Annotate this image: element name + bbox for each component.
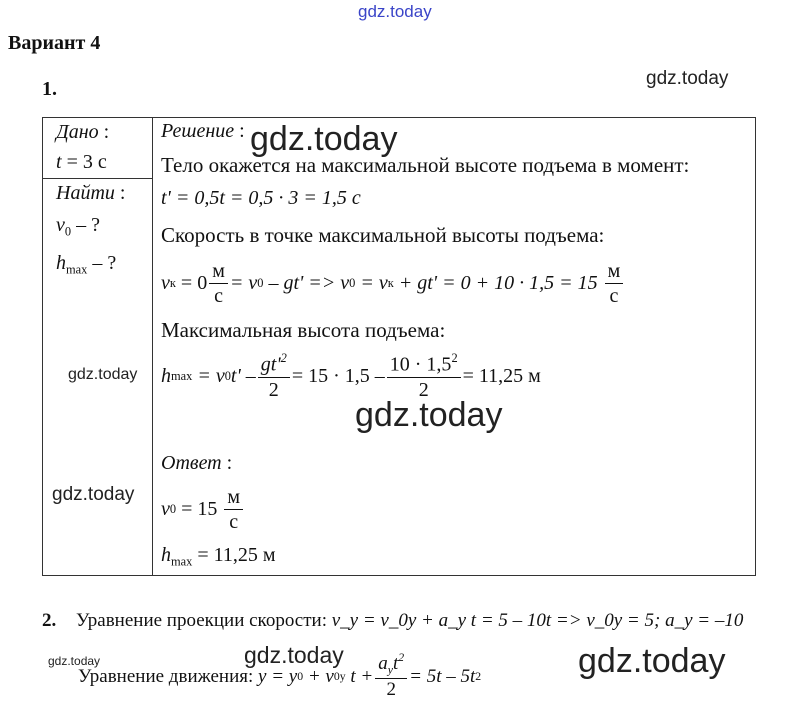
given-heading: Дано : — [56, 121, 110, 143]
given-time: t = 3 с — [56, 151, 107, 173]
watermark-bottom-small: gdz.today — [48, 654, 101, 668]
find-hmax: $h_{max}$ – ? — [56, 252, 117, 277]
solution-height-equation: h max = v 0 t' – $\frac{gt'^2}{2}$ = 15 · 1,5 – $\frac{10 \cdot 1,5^2}{2}$ = 11,25 м — [161, 351, 541, 401]
answer-heading: Ответ : — [161, 452, 233, 474]
problem1-number: 1. — [42, 78, 57, 100]
watermark-table-top: gdz.today — [250, 120, 398, 158]
solution-line-1: Тело окажется на максимальной высоте подъема в момент: — [161, 153, 690, 177]
variant-title: Вариант 4 — [8, 32, 101, 54]
problem2-line-2: Уравнение движения: y = y 0 + v 0y t + $\frac{a_yt^2}{2}$ = 5t – 5t 2 — [78, 651, 482, 701]
solution-line-3: Скорость в точке максимальной высоты подъема: — [161, 223, 605, 247]
solution-heading: Решение : — [161, 120, 245, 142]
find-heading: Найти : — [56, 182, 126, 204]
watermark-top: gdz.today — [358, 2, 432, 21]
watermark-table-left-low: gdz.today — [52, 484, 135, 505]
problem2-line-1: Уравнение проекции скорости: v_y = v_0y + a_y t = 5 – 10t => v_0y = 5; a_y = –10 — [76, 610, 744, 631]
table-column-divider — [152, 117, 153, 576]
solution-line-4: Максимальная высота подъема: — [161, 318, 446, 342]
table-row-divider — [42, 178, 152, 179]
watermark-table-mid: gdz.today — [355, 396, 503, 434]
watermark-bottom-big: gdz.today — [578, 642, 726, 680]
solution-time-formula: t' = 0,5t = 0,5 · 3 = 1,5 с — [161, 187, 361, 209]
problem2-number: 2. — [42, 610, 57, 631]
watermark-bottom-mid: gdz.today — [244, 642, 344, 668]
answer-v0: v 0 = 15 $\frac{м}{с}$ — [161, 486, 245, 533]
solution-speed-equation: v к = 0 $\frac{м}{с}$ = v 0 – gt' => v 0 = v к + gt' = 0 + 10 · 1,5 = 15 $\frac{м}{с}$ — [161, 260, 625, 307]
answer-hmax: $h_{max} = 11,25$ м — [161, 544, 276, 569]
watermark-right: gdz.today — [646, 68, 729, 89]
find-v0: $v_0$ – ? — [56, 214, 100, 239]
task-table — [42, 117, 756, 576]
watermark-table-left-mid: gdz.today — [68, 366, 138, 383]
